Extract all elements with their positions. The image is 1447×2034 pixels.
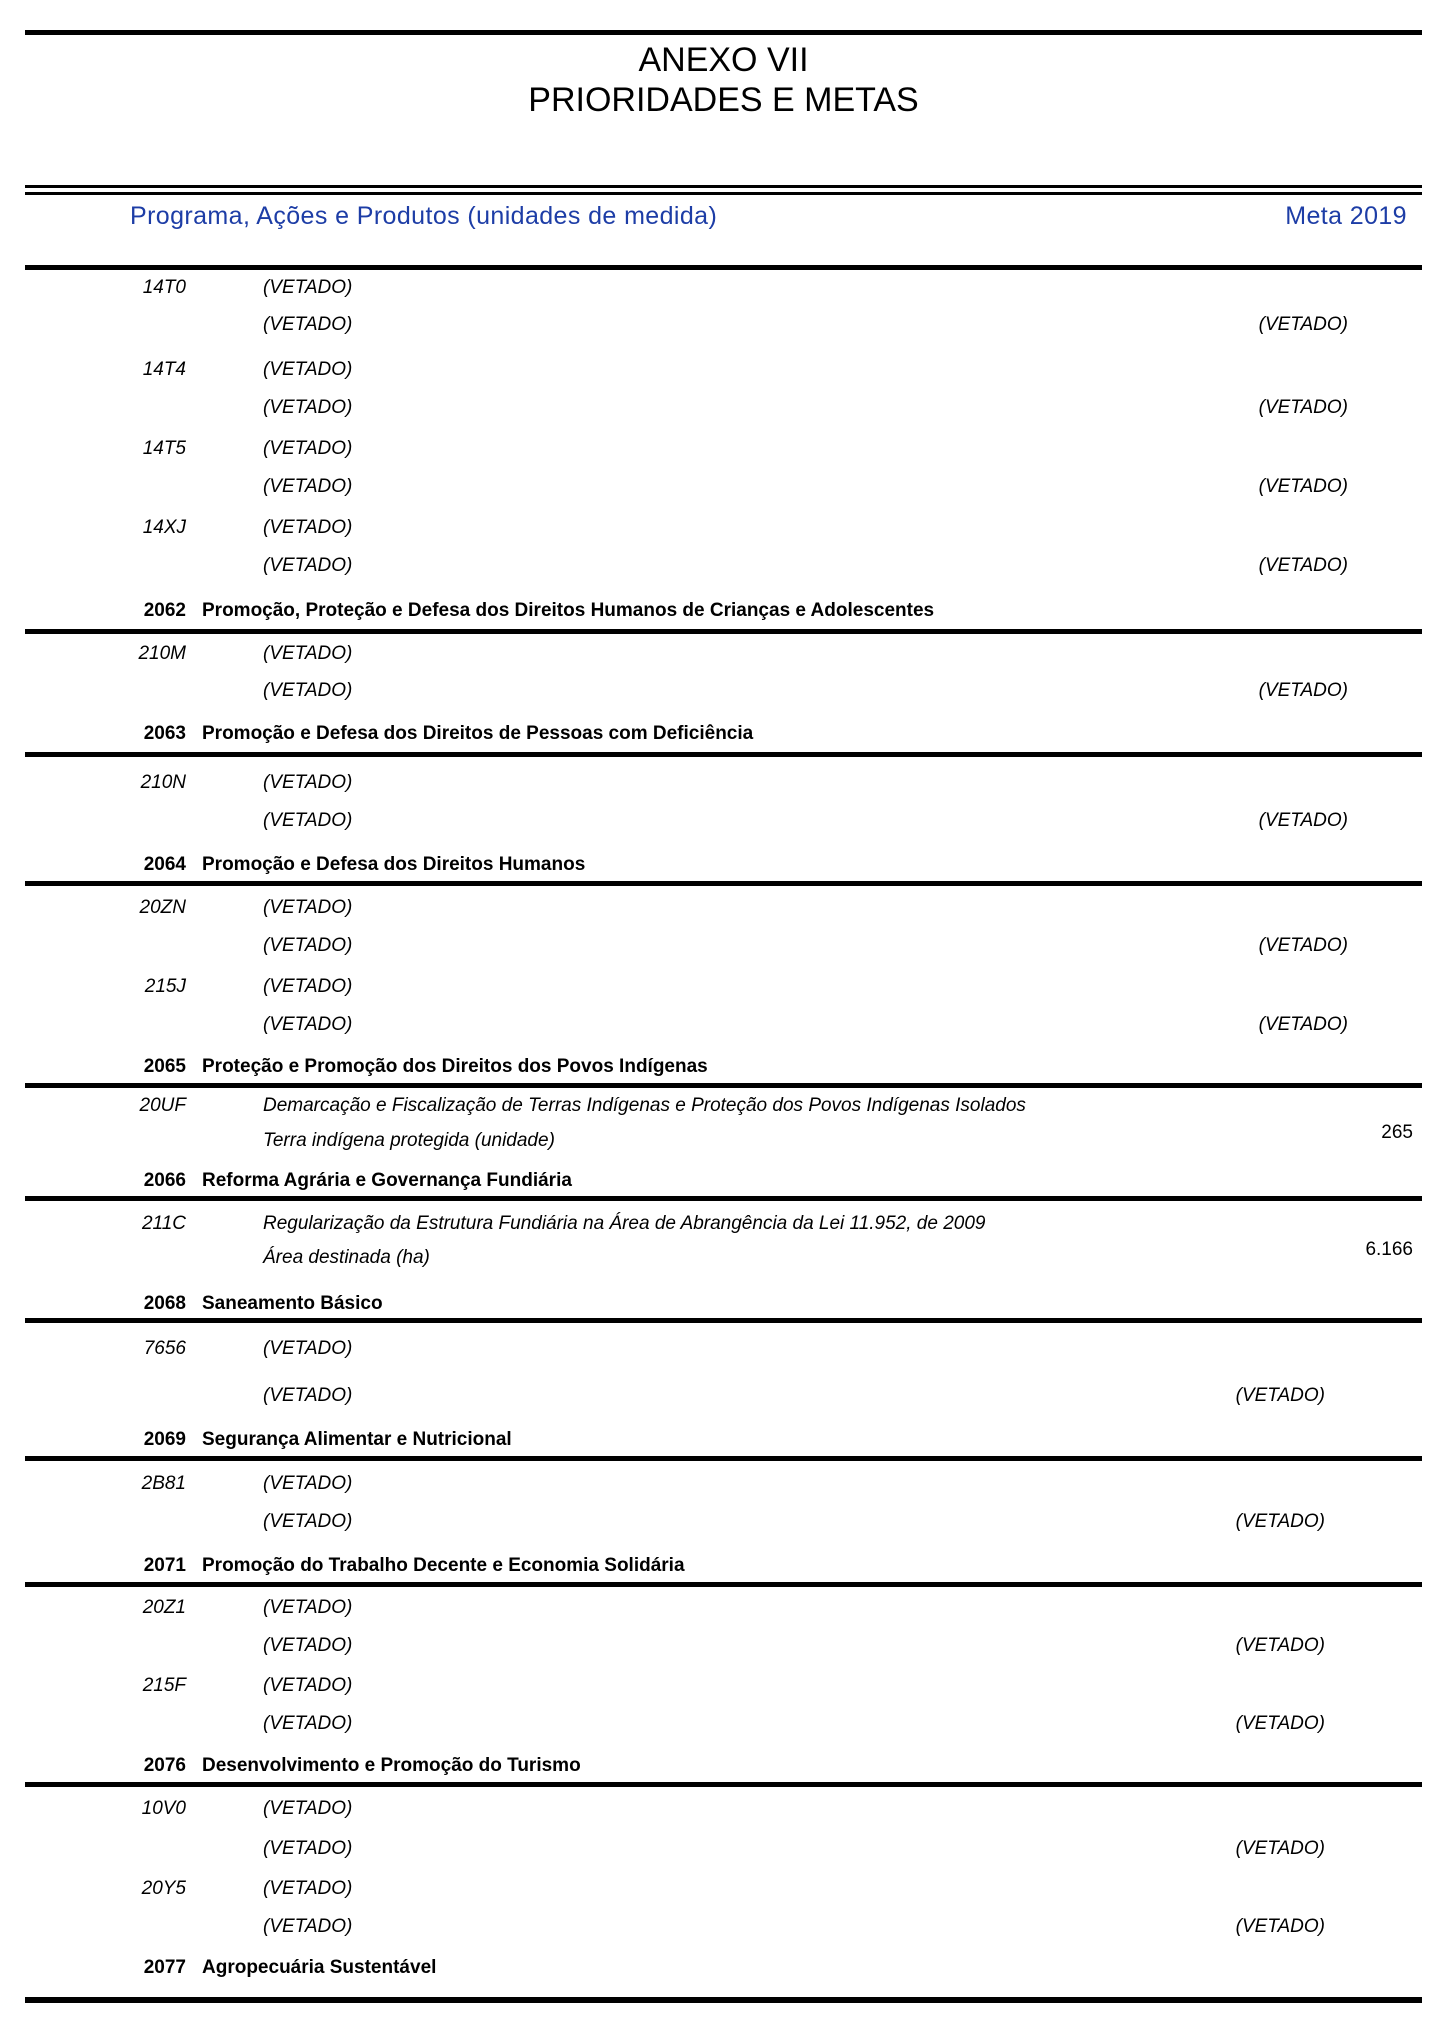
- action-description: (VETADO): [263, 438, 353, 459]
- program-title: Segurança Alimentar e Nutricional: [202, 1429, 512, 1450]
- action-description: Regularização da Estrutura Fundiária na Área de Abrangência da Lei 11.952, de 2009: [263, 1213, 986, 1234]
- product-description: Terra indígena protegida (unidade): [263, 1130, 555, 1151]
- meta-left-vetado: (VETADO): [263, 555, 353, 576]
- program-separator-rule: [25, 629, 1422, 634]
- program-separator-rule: [25, 1318, 1422, 1323]
- meta-value-vetado: (VETADO): [1258, 397, 1348, 418]
- action-code: 215J: [144, 976, 186, 997]
- meta-left-vetado: (VETADO): [263, 476, 353, 497]
- action-description: (VETADO): [263, 772, 353, 793]
- program-separator-rule: [25, 1582, 1422, 1587]
- meta-left-vetado: (VETADO): [263, 1635, 353, 1656]
- annex-title: ANEXO VII: [638, 41, 809, 79]
- meta-value-vetado: (VETADO): [1235, 1838, 1325, 1859]
- action-code: 7656: [143, 1338, 186, 1359]
- action-code: 14T5: [142, 438, 186, 459]
- action-code: 2B81: [141, 1473, 186, 1494]
- program-separator-rule: [25, 752, 1422, 757]
- meta-left-vetado: (VETADO): [263, 680, 353, 701]
- meta-value-vetado: (VETADO): [1258, 314, 1348, 335]
- action-code: 10V0: [141, 1798, 186, 1819]
- horizontal-rule: [25, 185, 1422, 188]
- action-code: 14XJ: [142, 517, 186, 538]
- meta-value-vetado: (VETADO): [1235, 1635, 1325, 1656]
- action-description: (VETADO): [263, 517, 353, 538]
- action-description: (VETADO): [263, 1597, 353, 1618]
- program-number: 2066: [143, 1170, 186, 1191]
- action-code: 215F: [142, 1675, 186, 1696]
- program-title: Proteção e Promoção dos Direitos dos Povos Indígenas: [202, 1056, 708, 1077]
- meta-value-vetado: (VETADO): [1258, 555, 1348, 576]
- meta-left-vetado: (VETADO): [263, 1713, 353, 1734]
- action-description: (VETADO): [263, 1798, 353, 1819]
- meta-left-vetado: (VETADO): [263, 314, 353, 335]
- meta-left-vetado: (VETADO): [263, 397, 353, 418]
- meta-left-vetado: (VETADO): [263, 1916, 353, 1937]
- action-code: 210M: [138, 643, 186, 664]
- program-number: 2077: [143, 1957, 186, 1978]
- meta-left-vetado: (VETADO): [263, 1838, 353, 1859]
- program-title: Promoção e Defesa dos Direitos de Pessoas com Deficiência: [202, 723, 754, 744]
- action-code: 20ZN: [139, 897, 186, 918]
- annex-subtitle: PRIORIDADES E METAS: [528, 81, 919, 119]
- program-title: Promoção e Defesa dos Direitos Humanos: [202, 854, 586, 875]
- action-code: 14T4: [142, 359, 186, 380]
- meta-value-vetado: (VETADO): [1235, 1385, 1325, 1406]
- horizontal-rule: [25, 192, 1422, 195]
- program-title: Agropecuária Sustentável: [202, 1957, 437, 1978]
- meta-value-vetado: (VETADO): [1258, 935, 1348, 956]
- program-separator-rule: [25, 1782, 1422, 1787]
- program-separator-rule: [25, 1456, 1422, 1461]
- meta-left-vetado: (VETADO): [263, 1014, 353, 1035]
- meta-number: 265: [1381, 1122, 1413, 1143]
- program-separator-rule: [25, 1196, 1422, 1201]
- column-header-meta-2019: Meta 2019: [1285, 202, 1407, 230]
- program-number: 2071: [143, 1555, 186, 1576]
- action-description: (VETADO): [263, 643, 353, 664]
- meta-value-vetado: (VETADO): [1235, 1916, 1325, 1937]
- action-description: (VETADO): [263, 277, 353, 298]
- program-number: 2062: [143, 600, 186, 621]
- column-header-programs: Programa, Ações e Produtos (unidades de medida): [130, 202, 718, 230]
- product-description: Área destinada (ha): [263, 1247, 430, 1268]
- action-description: (VETADO): [263, 976, 353, 997]
- action-description: (VETADO): [263, 359, 353, 380]
- meta-value-vetado: (VETADO): [1258, 680, 1348, 701]
- program-number: 2064: [143, 854, 186, 875]
- horizontal-rule: [25, 30, 1422, 35]
- program-title: Reforma Agrária e Governança Fundiária: [202, 1170, 572, 1191]
- horizontal-rule: [25, 265, 1422, 270]
- meta-value-vetado: (VETADO): [1258, 476, 1348, 497]
- horizontal-rule: [25, 1997, 1422, 2003]
- action-description: (VETADO): [263, 1878, 353, 1899]
- action-code: 20Y5: [141, 1878, 186, 1899]
- meta-number: 6.166: [1365, 1239, 1413, 1260]
- action-code: 20Z1: [142, 1597, 186, 1618]
- program-number: 2063: [143, 723, 186, 744]
- meta-value-vetado: (VETADO): [1258, 810, 1348, 831]
- meta-left-vetado: (VETADO): [263, 935, 353, 956]
- action-description: (VETADO): [263, 1675, 353, 1696]
- action-description: (VETADO): [263, 1338, 353, 1359]
- program-separator-rule: [25, 1083, 1422, 1088]
- meta-left-vetado: (VETADO): [263, 1385, 353, 1406]
- program-title: Desenvolvimento e Promoção do Turismo: [202, 1755, 581, 1776]
- action-code: 20UF: [139, 1095, 186, 1116]
- meta-value-vetado: (VETADO): [1235, 1713, 1325, 1734]
- program-title: Promoção do Trabalho Decente e Economia Solidária: [202, 1555, 685, 1576]
- meta-left-vetado: (VETADO): [263, 810, 353, 831]
- program-title: Saneamento Básico: [202, 1293, 383, 1314]
- meta-value-vetado: (VETADO): [1235, 1511, 1325, 1532]
- action-description: (VETADO): [263, 1473, 353, 1494]
- meta-left-vetado: (VETADO): [263, 1511, 353, 1532]
- program-title: Promoção, Proteção e Defesa dos Direitos Humanos de Crianças e Adolescentes: [202, 600, 935, 621]
- program-number: 2069: [143, 1429, 186, 1450]
- program-number: 2068: [143, 1293, 186, 1314]
- action-code: 210N: [140, 772, 186, 793]
- meta-value-vetado: (VETADO): [1258, 1014, 1348, 1035]
- action-description: Demarcação e Fiscalização de Terras Indígenas e Proteção dos Povos Indígenas Isolados: [263, 1095, 1026, 1116]
- action-code: 211C: [141, 1213, 186, 1234]
- action-description: (VETADO): [263, 897, 353, 918]
- program-number: 2076: [143, 1755, 186, 1776]
- action-code: 14T0: [142, 277, 186, 298]
- program-number: 2065: [143, 1056, 186, 1077]
- program-separator-rule: [25, 881, 1422, 886]
